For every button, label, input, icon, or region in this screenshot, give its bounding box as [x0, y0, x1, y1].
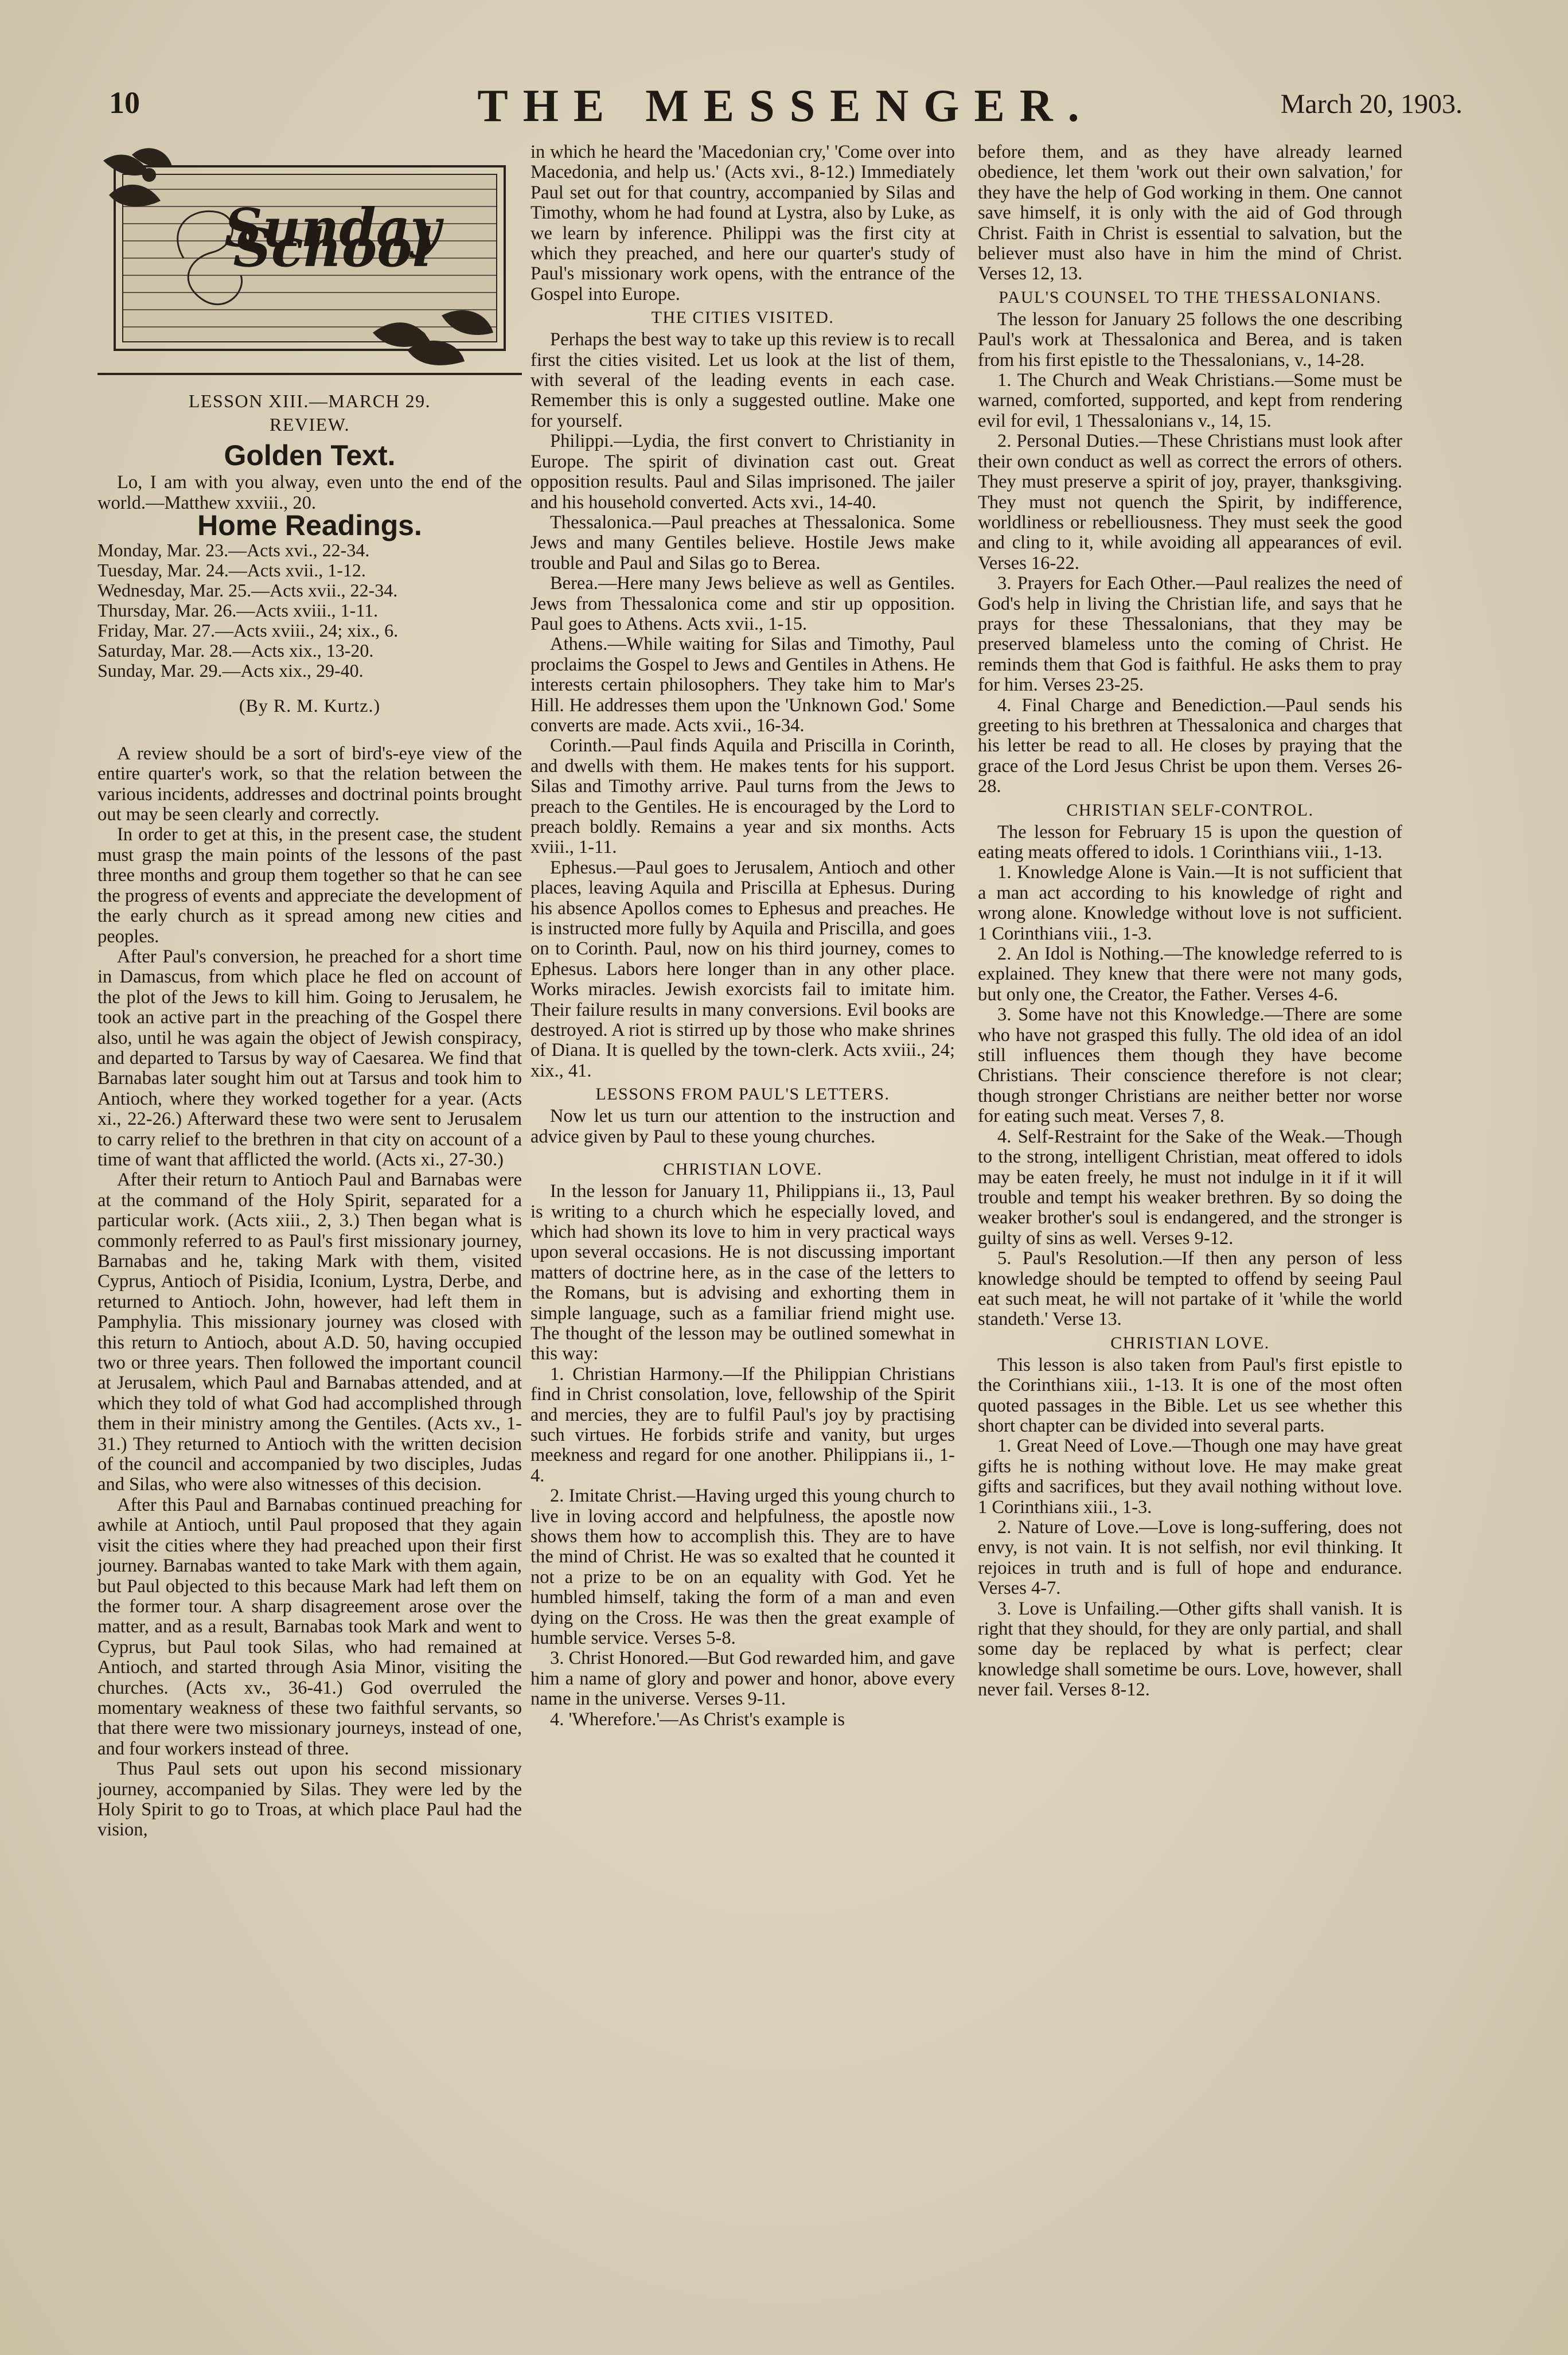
paragraph: Now let us turn our attention to the instruction and advice given by Paul to these young churches.: [531, 1106, 955, 1147]
paragraph: After this Paul and Barnabas continued preaching for awhile at Antioch, until Paul proposed that they again visit the cities where they had preached upon their first journey. Barnabas wanted to take Mark with them again, but Paul objected to this because Mark had left them on the former tour. A sharp disagreement arose over the matter, and as a result, Barnabas took Mark and went to Cyprus, but Paul took Silas, who had remained at Antioch, and started through Asia Minor, visiting the churches. (Acts xv., 36-41.) God overruled the momentary weakness of these two faithful servants, so that there were two missionary journeys, instead of one, and four workers instead of three.: [97, 1494, 522, 1759]
page-header: [109, 80, 1462, 132]
paragraph: 2. Personal Duties.—These Christians must look after their own conduct as well as correct the errors of others. They must preserve a spirit of joy, prayer, thanksgiving. They must not quench the Spirit, by indifference, worldliness or rebelliousness. They must seek the good and cling to it, while avoiding all appearances of evil. Verses 16-22.: [978, 431, 1402, 574]
masthead-title: THE MESSENGER.: [477, 81, 1094, 131]
paragraph: in which he heard the 'Macedonian cry,' 'Come over into Macedonia, and help us.' (Acts xvi., 8-12.) Immediately Paul set out for that country, accompanied by Silas and Timothy, whom he had found at Lystra, also by Luke, as we learn by inference. Philippi was the first city at which they preached, and here our quarter's study of Paul's missionary work opens, with the entrance of the Gospel into Europe.: [531, 142, 955, 305]
banner-title: Sunday School: [224, 197, 441, 279]
page-number: 10: [109, 85, 140, 120]
paragraph: Thus Paul sets out upon his second missionary journey, accompanied by Silas. They were led by the Holy Spirit to go to Troas, at which place Paul had the vision,: [97, 1759, 522, 1841]
home-readings-list: [97, 540, 522, 681]
paragraph: 3. Some have not this Knowledge.—There are some who have not grasped this fully. The old idea of an idol still influences them though they have become Christians. Their conscience therefore is not clear; though stronger Christians are neither better nor worse for eating such meat. Verses 7, 8.: [978, 1004, 1402, 1127]
reading-item: Monday, Mar. 23.—Acts xvi., 22-34.: [97, 540, 370, 561]
paragraph: Ephesus.—Paul goes to Jerusalem, Antioch and other places, leaving Aquila and Priscilla at Ephesus. During his absence Apollos comes to Ephesus and preaches. He is instructed more fully by Aquila and Priscilla, and goes on to Corinth. Paul, now on his third journey, comes to Ephesus. Labors here longer than in any other place. Works miracles. Jewish exorcists fail to imitate him. Their failure results in many conversions. Evil books are destroyed. A riot is stirred up by those who make shrines of Diana. It is quelled by the town-clerk. Acts xviii., 24; xix., 41.: [531, 857, 955, 1081]
section-heading: CHRISTIAN LOVE.: [663, 1160, 822, 1179]
paragraph: before them, and as they have already learned obedience, let them 'work out their own salvation,' for they have the help of God working in them. One cannot save himself, it is only with the aid of God through Christ. Faith in Christ is essential to salvation, but the believer must also have in him the mind of Christ. Verses 12, 13.: [978, 142, 1402, 284]
column-1: [97, 143, 522, 1841]
paragraph: 3. Love is Unfailing.—Other gifts shall vanish. It is right that they should, for they are only partial, and shall some day be replaced by what is perfect; clear knowledge shall sometime be ours. Love, however, shall never fail. Verses 8-12.: [978, 1598, 1402, 1701]
section-heading: THE CITIES VISITED.: [651, 308, 834, 327]
sunday-school-banner: [97, 143, 522, 375]
column-3: [978, 142, 1402, 1701]
golden-text: Lo, I am with you alway, even unto the end of the world.—Matthew xxviii., 20.: [97, 472, 522, 513]
golden-text-title: Golden Text.: [224, 439, 396, 471]
paragraph: Berea.—Here many Jews believe as well as Gentiles. Jews from Thessalonica come and stir up opposition. Paul goes to Athens. Acts xvii., 1-15.: [531, 573, 955, 634]
paragraph: Athens.—While waiting for Silas and Timothy, Paul proclaims the Gospel to Jews and Gentiles in Athens. He interests certain philosophers. They take him to Mar's Hill. He addresses them upon the 'Unknown God.' Some converts are made. Acts xvii., 16-34.: [531, 634, 955, 736]
paragraph: 2. Imitate Christ.—Having urged this young church to live in loving accord and helpfulness, the apostle now shows them how to accomplish this. They are to have the mind of Christ. He was so exalted that he counted it not a prize to be on an equality with God. Yet he humbled himself, taking the form of a man and even dying on the Cross. He was then the great example of humble service. Verses 5-8.: [531, 1485, 955, 1649]
paragraph: 1. The Church and Weak Christians.—Some must be warned, comforted, supported, and kept from rendering evil for evil, 1 Thessalonians v., 14, 15.: [978, 370, 1402, 431]
paragraph: After their return to Antioch Paul and Barnabas were at the command of the Holy Spirit, separated for a particular work. (Acts xiii., 2, 3.) Then began what is commonly referred to as Paul's first missionary journey, Barnabas and he, taking Mark with them, visited Cyprus, Antioch of Pisidia, Iconium, Lystra, Derbe, and returned to Antioch. John, however, had left them in Pamphylia. This missionary journey was closed with this return to Antioch, about A.D. 50, having occupied two or three years. Then followed the important council at Jerusalem, which Paul and Barnabas attended, and at which they told of what God had accomplished through them in their ministry among the Gentiles. (Acts xv., 1-31.) They returned to Antioch with the written decision of the council and accompanied by two disciples, Judas and Silas, who were also witnesses of this decision.: [97, 1169, 522, 1495]
byline: (By R. M. Kurtz.): [239, 695, 381, 716]
reading-item: Saturday, Mar. 28.—Acts xix., 13-20.: [97, 640, 374, 661]
section-heading: LESSONS FROM PAUL'S LETTERS.: [595, 1085, 890, 1104]
reading-item: Friday, Mar. 27.—Acts xviii., 24; xix., 6.: [97, 620, 399, 641]
paragraph: 4. Self-Restraint for the Sake of the Weak.—Though to the strong, intelligent Christian, meat offered to idols may be eaten freely, he must not indulge in it if it will trouble and tempt his weaker brethren. By so doing the weaker brother's soul is endangered, and the stronger is guilty of sins as well. Verses 9-12.: [978, 1126, 1402, 1249]
paragraph: The lesson for January 25 follows the one describing Paul's work at Thessalonica and Berea, and is taken from his first epistle to the Thessalonians, v., 14-28.: [978, 309, 1402, 371]
paragraph: Perhaps the best way to take up this review is to recall first the cities visited. Let us look at the list of them, with several of the leading events in each case. Remember this is only a suggested outline. Make one for yourself.: [531, 329, 955, 431]
reading-item: Sunday, Mar. 29.—Acts xix., 29-40.: [97, 660, 364, 681]
reading-item: Tuesday, Mar. 24.—Acts xvii., 1-12.: [97, 560, 366, 581]
lesson-heading: LESSON XIII.—MARCH 29.: [188, 391, 431, 411]
column-2: [531, 142, 955, 1730]
home-readings-title: Home Readings.: [197, 509, 422, 542]
lesson-subheading: REVIEW.: [270, 414, 350, 435]
paragraph: Thessalonica.—Paul preaches at Thessalonica. Some Jews and many Gentiles believe. Hostile Jews make trouble and Paul and Silas go to Berea.: [531, 512, 955, 574]
paragraph: A review should be a sort of bird's-eye view of the entire quarter's work, so that the relation between the various incidents, addresses and doctrinal points brought out may be seen clearly and correctly.: [97, 743, 522, 825]
paragraph: Philippi.—Lydia, the first convert to Christianity in Europe. The spirit of divination cast out. Great opposition results. Paul and Silas imprisoned. The jailer and his household converted. Acts xvi., 14-40.: [531, 431, 955, 513]
paragraph: After Paul's conversion, he preached for a short time in Damascus, from which place he fled on account of the plot of the Jews to kill him. Going to Jerusalem, he took an active part in the preaching of the Gospel there also, until he was again the object of Jewish conspiracy, and departed to Tarsus by way of Caesarea. We find that Barnabas later sought him out at Tarsus and took him to Antioch, where they worked together for a year. (Acts xi., 22-26.) Afterward these two were sent to Jerusalem to carry relief to the brethren in that city on account of a time of want that afflicted the world. (Acts xi., 27-30.): [97, 946, 522, 1170]
paragraph: 5. Paul's Resolution.—If then any person of less knowledge should be tempted to offend by seeing Paul eat such meat, he will not partake of it 'while the world standeth.' Verse 13.: [978, 1248, 1402, 1330]
paragraph: 2. Nature of Love.—Love is long-suffering, does not envy, is not vain. It is not selfish, nor evil thinking. It rejoices in truth and is full of hope and endurance. Verses 4-7.: [978, 1517, 1402, 1599]
paragraph: 4. 'Wherefore.'—As Christ's example is: [550, 1709, 845, 1730]
reading-item: Wednesday, Mar. 25.—Acts xvii., 22-34.: [97, 580, 398, 601]
issue-date: March 20, 1903.: [1280, 89, 1462, 119]
reading-item: Thursday, Mar. 26.—Acts xviii., 1-11.: [97, 600, 379, 621]
section-heading: CHRISTIAN SELF-CONTROL.: [1066, 800, 1314, 820]
paragraph: 1. Knowledge Alone is Vain.—It is not sufficient that a man act according to his knowledge of right and wrong alone. Knowledge without love is not sufficient. 1 Corinthians viii., 1-3.: [978, 862, 1402, 944]
paragraph: Corinth.—Paul finds Aquila and Priscilla in Corinth, and dwells with them. He makes tents for his support. Silas and Timothy arrive. Paul turns from the Jews to preach to the Gentiles. He is encouraged by the Lord to preach boldly. Remains a year and six months. Acts xviii., 1-11.: [531, 735, 955, 858]
paragraph: 1. Christian Harmony.—If the Philippian Christians find in Christ consolation, love, fellowship of the Spirit and mercies, they are to fulfil Paul's joy by practising such virtues. He forbids strife and vanity, but urges meekness and regard for one another. Philippians ii., 1-4.: [531, 1363, 955, 1486]
paragraph: 4. Final Charge and Benediction.—Paul sends his greeting to his brethren at Thessalonica and charges that his letter be read to all. He closes by praying that the grace of the Lord Jesus Christ be upon them. Verses 26-28.: [978, 695, 1402, 797]
paragraph: 2. An Idol is Nothing.—The knowledge referred to is explained. They knew that there were not many gods, but only one, the Creator, the Father. Verses 4-6.: [978, 943, 1402, 1005]
paragraph: The lesson for February 15 is upon the question of eating meats offered to idols. 1 Corinthians viii., 1-13.: [978, 821, 1402, 863]
paragraph: In the lesson for January 11, Philippians ii., 13, Paul is writing to a church which he especially loved, and which had shown its love to him in very practical ways upon several occasions. He is not discussing important matters of doctrine here, as in the case of the letters to the Romans, but is advising and exhorting them in simple language, such as a familiar friend might use. The thought of the lesson may be outlined somewhat in this way:: [531, 1181, 955, 1364]
section-heading: PAUL'S COUNSEL TO THE THESSALONIANS.: [998, 287, 1382, 307]
paragraph: 3. Christ Honored.—But God rewarded him, and gave him a name of glory and power and honor, above every name in the universe. Verses 9-11.: [531, 1648, 955, 1710]
paragraph: This lesson is also taken from Paul's first epistle to the Corinthians xiii., 1-13. It is one of the most often quoted passages in the Bible. Let us see whether this short chapter can be divided into several parts.: [978, 1354, 1402, 1436]
paragraph: 3. Prayers for Each Other.—Paul realizes the need of God's help in living the Christian life, and says that he prays for these Thessalonians, that they may be preserved blameless unto the coming of Christ. He reminds them that God is faithful. He asks them to pray for him. Verses 23-25.: [978, 573, 1402, 696]
paragraph: 1. Great Need of Love.—Though one may have great gifts he is nothing without love. He may make great gifts and sacrifices, but they avail nothing without love. 1 Corinthians xiii., 1-3.: [978, 1436, 1402, 1518]
section-heading: CHRISTIAN LOVE.: [1110, 1333, 1270, 1352]
paragraph: In order to get at this, in the present case, the student must grasp the main points of the lessons of the past three months and group them together so that he can see the progress of events and appreciate the development of the early church as it spread among new cities and peoples.: [97, 824, 522, 947]
